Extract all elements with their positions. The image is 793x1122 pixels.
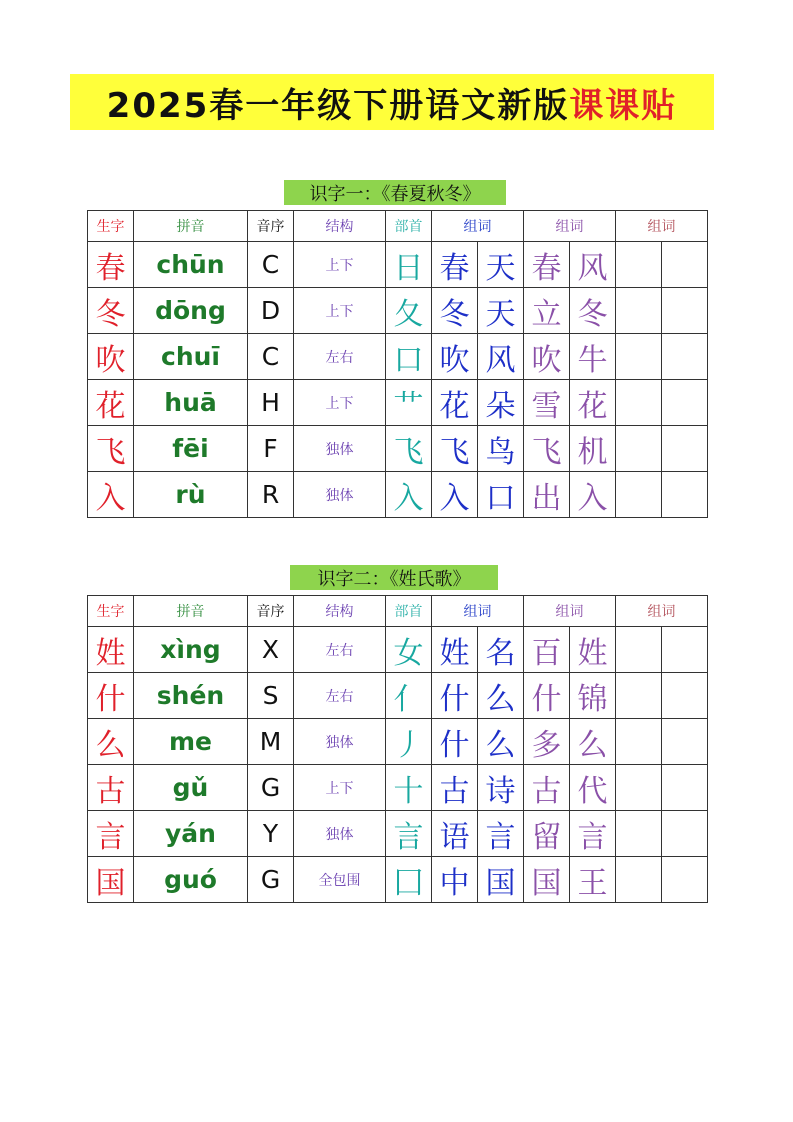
cell-yinxu: S <box>248 673 294 719</box>
header-bushou: 部首 <box>386 211 432 242</box>
cell-word1-a: 吹 <box>432 334 478 380</box>
cell-word2-b: 冬 <box>570 288 616 334</box>
cell-word1-a: 春 <box>432 242 478 288</box>
cell-pinyin: guó <box>134 857 248 903</box>
cell-blank <box>616 765 662 811</box>
character-table <box>87 210 708 518</box>
cell-pinyin: me <box>134 719 248 765</box>
cell-blank <box>662 719 708 765</box>
header-zuci-3: 组词 <box>616 596 708 627</box>
table-row <box>88 857 708 903</box>
cell-word2-a: 飞 <box>524 426 570 472</box>
cell-yinxu: G <box>248 765 294 811</box>
cell-char: 姓 <box>88 627 134 673</box>
cell-blank <box>662 627 708 673</box>
cell-word1-a: 入 <box>432 472 478 518</box>
header-row <box>88 596 708 627</box>
cell-blank <box>616 857 662 903</box>
header-bushou: 部首 <box>386 596 432 627</box>
cell-jiegou: 独体 <box>294 719 386 765</box>
table-row <box>88 765 708 811</box>
cell-char: 飞 <box>88 426 134 472</box>
cell-word1-a: 飞 <box>432 426 478 472</box>
cell-bushou: 十 <box>386 765 432 811</box>
header-shengzi: 生字 <box>88 596 134 627</box>
cell-yinxu: H <box>248 380 294 426</box>
cell-blank <box>662 426 708 472</box>
cell-jiegou: 上下 <box>294 765 386 811</box>
cell-char: 花 <box>88 380 134 426</box>
cell-blank <box>616 627 662 673</box>
cell-yinxu: F <box>248 426 294 472</box>
cell-pinyin: shén <box>134 673 248 719</box>
cell-jiegou: 上下 <box>294 288 386 334</box>
page-title-main: 2025春一年级下册语文新版 <box>106 85 570 126</box>
cell-yinxu: C <box>248 334 294 380</box>
table-row <box>88 719 708 765</box>
section-title: 识字二：《姓氏歌》 <box>290 565 498 590</box>
cell-char: 国 <box>88 857 134 903</box>
cell-word1-a: 语 <box>432 811 478 857</box>
header-pinyin: 拼音 <box>134 211 248 242</box>
cell-word1-b: 天 <box>478 288 524 334</box>
cell-pinyin: gǔ <box>134 765 248 811</box>
cell-word1-b: 么 <box>478 673 524 719</box>
cell-char: 吹 <box>88 334 134 380</box>
cell-word2-b: 牛 <box>570 334 616 380</box>
table-row <box>88 472 708 518</box>
cell-jiegou: 左右 <box>294 334 386 380</box>
cell-char: 春 <box>88 242 134 288</box>
cell-word1-b: 风 <box>478 334 524 380</box>
cell-bushou: 亻 <box>386 673 432 719</box>
cell-char: 古 <box>88 765 134 811</box>
header-pinyin: 拼音 <box>134 596 248 627</box>
cell-word2-b: 花 <box>570 380 616 426</box>
cell-jiegou: 上下 <box>294 242 386 288</box>
cell-blank <box>662 765 708 811</box>
cell-char: 冬 <box>88 288 134 334</box>
cell-word2-b: 言 <box>570 811 616 857</box>
table-row <box>88 426 708 472</box>
header-zuci-1: 组词 <box>432 211 524 242</box>
cell-blank <box>616 242 662 288</box>
cell-pinyin: yán <box>134 811 248 857</box>
cell-word1-b: 国 <box>478 857 524 903</box>
cell-yinxu: D <box>248 288 294 334</box>
cell-bushou: 口 <box>386 334 432 380</box>
cell-blank <box>662 673 708 719</box>
cell-blank <box>662 811 708 857</box>
cell-bushou: 飞 <box>386 426 432 472</box>
cell-bushou: 夂 <box>386 288 432 334</box>
cell-bushou: 丿 <box>386 719 432 765</box>
cell-blank <box>616 719 662 765</box>
cell-word1-a: 什 <box>432 719 478 765</box>
cell-jiegou: 全包围 <box>294 857 386 903</box>
cell-word2-a: 留 <box>524 811 570 857</box>
cell-word2-b: 锦 <box>570 673 616 719</box>
cell-word1-b: 口 <box>478 472 524 518</box>
cell-yinxu: X <box>248 627 294 673</box>
cell-pinyin: chūn <box>134 242 248 288</box>
cell-blank <box>616 811 662 857</box>
cell-word1-a: 姓 <box>432 627 478 673</box>
cell-blank <box>616 288 662 334</box>
header-jiegou: 结构 <box>294 211 386 242</box>
cell-pinyin: dōng <box>134 288 248 334</box>
cell-yinxu: G <box>248 857 294 903</box>
cell-word2-a: 出 <box>524 472 570 518</box>
cell-word1-b: 朵 <box>478 380 524 426</box>
cell-blank <box>662 380 708 426</box>
cell-pinyin: fēi <box>134 426 248 472</box>
cell-word2-b: 么 <box>570 719 616 765</box>
cell-char: 什 <box>88 673 134 719</box>
cell-jiegou: 左右 <box>294 627 386 673</box>
table-row <box>88 673 708 719</box>
cell-word2-b: 姓 <box>570 627 616 673</box>
table-row <box>88 380 708 426</box>
cell-word1-a: 冬 <box>432 288 478 334</box>
cell-word2-a: 国 <box>524 857 570 903</box>
cell-word2-a: 雪 <box>524 380 570 426</box>
cell-word1-b: 天 <box>478 242 524 288</box>
cell-word1-a: 花 <box>432 380 478 426</box>
cell-word2-a: 春 <box>524 242 570 288</box>
cell-pinyin: xìng <box>134 627 248 673</box>
character-table <box>87 595 708 903</box>
cell-word2-a: 古 <box>524 765 570 811</box>
cell-word1-b: 言 <box>478 811 524 857</box>
cell-blank <box>616 334 662 380</box>
header-yinxu: 音序 <box>248 211 294 242</box>
cell-word2-a: 立 <box>524 288 570 334</box>
cell-bushou: 言 <box>386 811 432 857</box>
cell-char: 言 <box>88 811 134 857</box>
table-row <box>88 288 708 334</box>
cell-bushou: 入 <box>386 472 432 518</box>
cell-pinyin: rù <box>134 472 248 518</box>
cell-bushou: 女 <box>386 627 432 673</box>
page-title <box>70 74 714 130</box>
cell-bushou: 囗 <box>386 857 432 903</box>
cell-word2-b: 入 <box>570 472 616 518</box>
cell-blank <box>616 426 662 472</box>
cell-blank <box>662 857 708 903</box>
header-yinxu: 音序 <box>248 596 294 627</box>
cell-word1-b: 诗 <box>478 765 524 811</box>
table-row <box>88 811 708 857</box>
header-shengzi: 生字 <box>88 211 134 242</box>
cell-word2-b: 风 <box>570 242 616 288</box>
cell-blank <box>616 673 662 719</box>
cell-jiegou: 独体 <box>294 811 386 857</box>
cell-word1-b: 鸟 <box>478 426 524 472</box>
table-row <box>88 242 708 288</box>
header-zuci-2: 组词 <box>524 596 616 627</box>
cell-word1-b: 名 <box>478 627 524 673</box>
header-row <box>88 211 708 242</box>
cell-word2-b: 王 <box>570 857 616 903</box>
cell-jiegou: 上下 <box>294 380 386 426</box>
table-row <box>88 627 708 673</box>
cell-word1-a: 中 <box>432 857 478 903</box>
cell-word1-b: 么 <box>478 719 524 765</box>
cell-blank <box>616 472 662 518</box>
cell-bushou: 日 <box>386 242 432 288</box>
cell-yinxu: Y <box>248 811 294 857</box>
cell-yinxu: C <box>248 242 294 288</box>
cell-yinxu: M <box>248 719 294 765</box>
cell-word2-a: 多 <box>524 719 570 765</box>
cell-word2-b: 代 <box>570 765 616 811</box>
cell-word1-a: 什 <box>432 673 478 719</box>
cell-blank <box>662 334 708 380</box>
header-zuci-3: 组词 <box>616 211 708 242</box>
cell-jiegou: 独体 <box>294 472 386 518</box>
cell-pinyin: chuī <box>134 334 248 380</box>
cell-word2-a: 百 <box>524 627 570 673</box>
cell-jiegou: 独体 <box>294 426 386 472</box>
cell-bushou: 艹 <box>386 380 432 426</box>
cell-word2-a: 什 <box>524 673 570 719</box>
section-title: 识字一：《春夏秋冬》 <box>284 180 506 205</box>
cell-blank <box>662 242 708 288</box>
header-zuci-1: 组词 <box>432 596 524 627</box>
cell-pinyin: huā <box>134 380 248 426</box>
cell-char: 么 <box>88 719 134 765</box>
cell-word1-a: 古 <box>432 765 478 811</box>
cell-char: 入 <box>88 472 134 518</box>
page-title-highlight: 课课贴 <box>569 85 678 126</box>
table-row <box>88 334 708 380</box>
cell-word2-b: 机 <box>570 426 616 472</box>
cell-jiegou: 左右 <box>294 673 386 719</box>
cell-yinxu: R <box>248 472 294 518</box>
header-zuci-2: 组词 <box>524 211 616 242</box>
cell-blank <box>616 380 662 426</box>
cell-word2-a: 吹 <box>524 334 570 380</box>
cell-blank <box>662 288 708 334</box>
cell-blank <box>662 472 708 518</box>
header-jiegou: 结构 <box>294 596 386 627</box>
